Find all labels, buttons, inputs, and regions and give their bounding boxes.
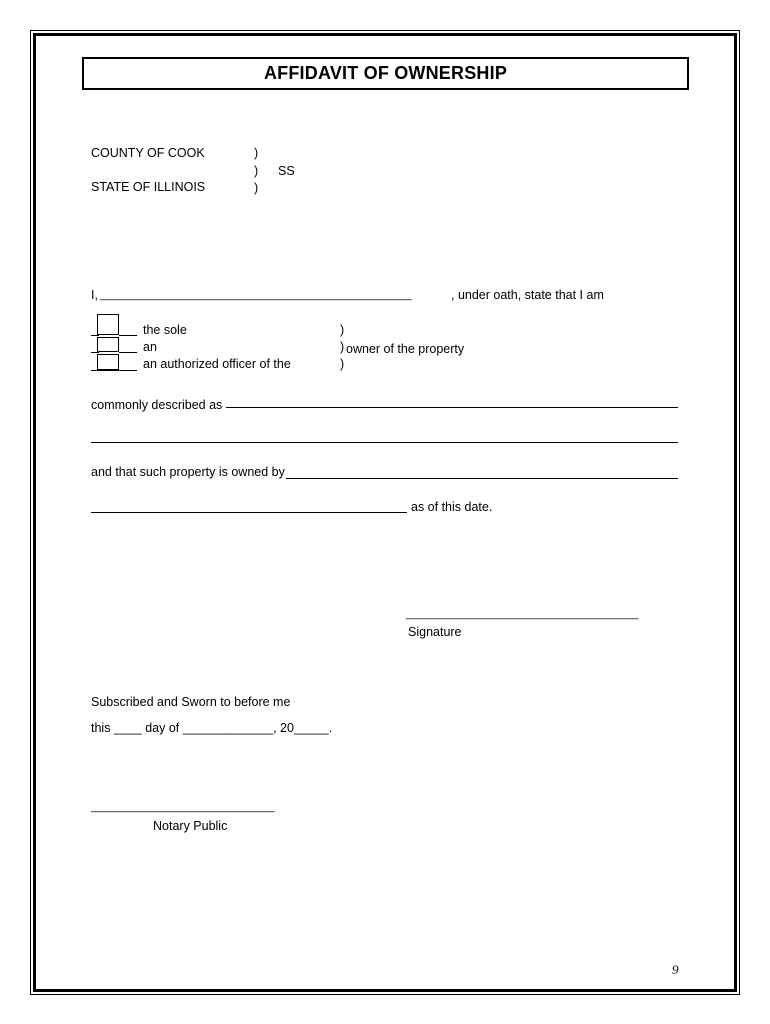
state-label: STATE OF ILLINOIS bbox=[91, 180, 206, 194]
option-blank-sole bbox=[91, 335, 99, 336]
notary-public-label: Notary Public bbox=[153, 819, 228, 833]
option-blank-officer bbox=[91, 370, 137, 371]
county-label: COUNTY OF COOK bbox=[91, 146, 205, 160]
checkbox-sole[interactable] bbox=[97, 314, 119, 335]
property-description-line-1[interactable] bbox=[226, 407, 678, 408]
checkbox-officer[interactable] bbox=[97, 354, 119, 370]
venue-paren-3: ) bbox=[254, 181, 259, 195]
commonly-described-label: commonly described as bbox=[91, 398, 223, 412]
owner-of-property-label: owner of the property bbox=[346, 342, 465, 356]
document-title bbox=[82, 57, 689, 90]
ss-label: SS bbox=[278, 164, 295, 178]
subscribed-sworn-text: Subscribed and Sworn to before me bbox=[91, 695, 291, 709]
option-officer-label: an authorized officer of the bbox=[143, 357, 291, 371]
document-title-text: AFFIDAVIT OF OWNERSHIP bbox=[263, 63, 508, 83]
options-paren-3: ) bbox=[340, 357, 345, 371]
venue-paren-1: ) bbox=[254, 146, 259, 160]
options-paren-2: ) bbox=[340, 340, 345, 354]
option-blank-an bbox=[91, 352, 99, 353]
oath-suffix: , under oath, state that I am bbox=[451, 288, 604, 302]
owner-name-line[interactable] bbox=[286, 478, 678, 479]
owned-by-label: and that such property is owned by bbox=[91, 465, 285, 479]
property-description-line-2[interactable] bbox=[91, 442, 678, 443]
option-sole-label: the sole bbox=[143, 323, 187, 337]
options-paren-1: ) bbox=[340, 323, 345, 337]
option-an-label: an bbox=[143, 340, 157, 354]
affiant-name-blank[interactable]: ___________________________________________________ bbox=[100, 289, 413, 301]
owner-name-line-2[interactable] bbox=[91, 512, 407, 513]
notary-date-line[interactable]: this ____ day of _____________, 20_____. bbox=[91, 721, 333, 735]
as-of-date-label: as of this date. bbox=[411, 500, 493, 514]
signature-blank[interactable]: ______________________________________ bbox=[406, 608, 639, 620]
signature-label: Signature bbox=[408, 625, 462, 639]
option-blank-an-right bbox=[119, 352, 137, 353]
oath-prefix: I, bbox=[91, 288, 98, 302]
notary-signature-blank[interactable]: ______________________________ bbox=[91, 801, 275, 813]
checkbox-an[interactable] bbox=[97, 337, 119, 352]
venue-paren-2: ) bbox=[254, 164, 259, 178]
page-number: 9 bbox=[672, 962, 679, 977]
option-blank-sole-right bbox=[119, 335, 137, 336]
